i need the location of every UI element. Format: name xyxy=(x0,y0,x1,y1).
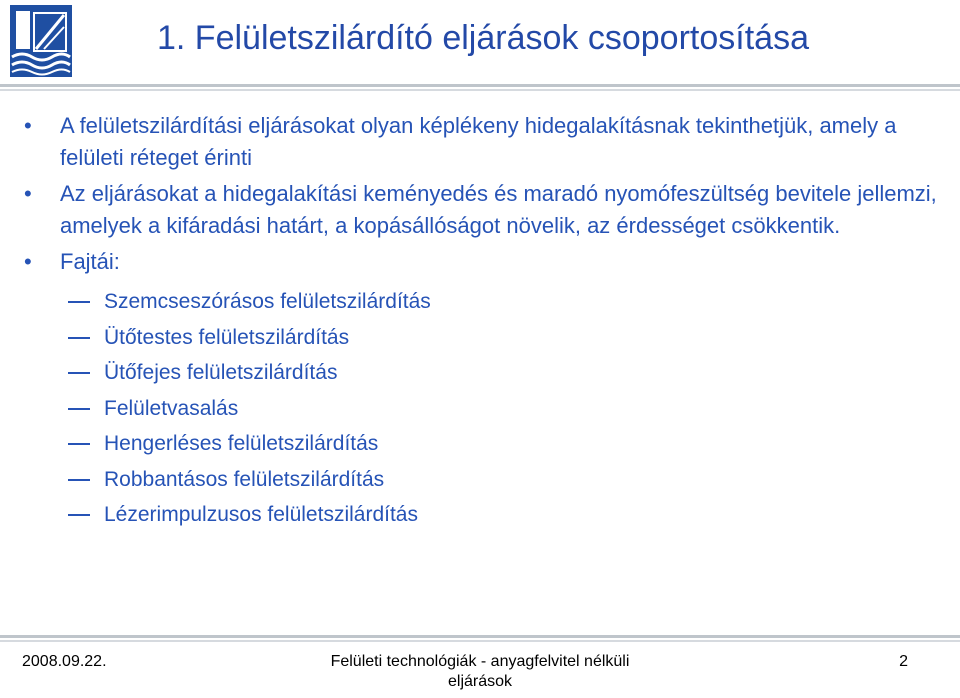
sub-list-item xyxy=(68,426,944,462)
sub-list-item-text: Szemcseszórásos felületszilárdítás xyxy=(104,290,431,313)
dash-icon xyxy=(68,514,90,516)
sub-list-item xyxy=(68,355,944,391)
footer-course-title xyxy=(282,652,678,692)
sub-list-item xyxy=(68,320,944,356)
footer-course-line1: Felületi technológiák - anyagfelvitel nélküli xyxy=(330,653,630,670)
bullet-dot-icon: • xyxy=(24,113,32,138)
dash-icon xyxy=(68,408,90,410)
footer-rule xyxy=(0,635,960,638)
dash-icon xyxy=(68,479,90,481)
bullet-dot-icon: • xyxy=(24,181,32,206)
sub-list-item-text: Ütőtestes felületszilárdítás xyxy=(104,325,350,349)
footer-course-line2: eljárások xyxy=(447,673,513,690)
university-logo-icon xyxy=(10,5,72,77)
bullet-item xyxy=(24,246,944,278)
slide-content xyxy=(24,110,944,533)
dash-icon xyxy=(68,301,90,303)
sub-list-item xyxy=(68,284,944,320)
sub-list-item xyxy=(68,497,944,533)
header-rule xyxy=(0,84,960,87)
sub-list-item xyxy=(68,391,944,427)
sub-list-item-text: Robbantásos felületszilárdítás xyxy=(104,467,385,491)
bullet-text: Fajtái: xyxy=(60,249,120,274)
sub-list-item-text: Felületvasalás xyxy=(104,396,239,420)
sub-list-item-text: Lézerimpulzusos felületszilárdítás xyxy=(104,503,418,526)
sub-list xyxy=(68,284,944,533)
footer-date: 2008.09.22. xyxy=(22,653,107,670)
footer-rule-secondary xyxy=(0,640,960,642)
sub-list-item-text: Hengerléses felületszilárdítás xyxy=(104,432,379,455)
header-rule-secondary xyxy=(0,89,960,91)
bullet-dot-icon: • xyxy=(24,249,32,274)
bullet-item xyxy=(24,110,944,174)
sub-list-item xyxy=(68,462,944,498)
page-number: 2 xyxy=(899,653,908,670)
dash-icon xyxy=(68,372,90,374)
dash-icon xyxy=(68,337,90,339)
bullet-item xyxy=(24,178,944,242)
bullet-text: Az eljárásokat a hidegalakítási keményedés és maradó nyomófeszültség bevitele jellemzi, amelyek a kifáradási határt, a kopásállóságot növelik, az érdességet csökkentik. xyxy=(60,181,937,238)
sub-list-item-text: Ütőfejes felületszilárdítás xyxy=(104,361,338,384)
dash-icon xyxy=(68,443,90,445)
bullet-text: A felületszilárdítási eljárásokat olyan képlékeny hidegalakításnak tekinthetjük, amely a felületi réteget érinti xyxy=(60,113,897,170)
slide-title: 1. Felületszilárdító eljárások csoportosítása xyxy=(157,19,809,57)
